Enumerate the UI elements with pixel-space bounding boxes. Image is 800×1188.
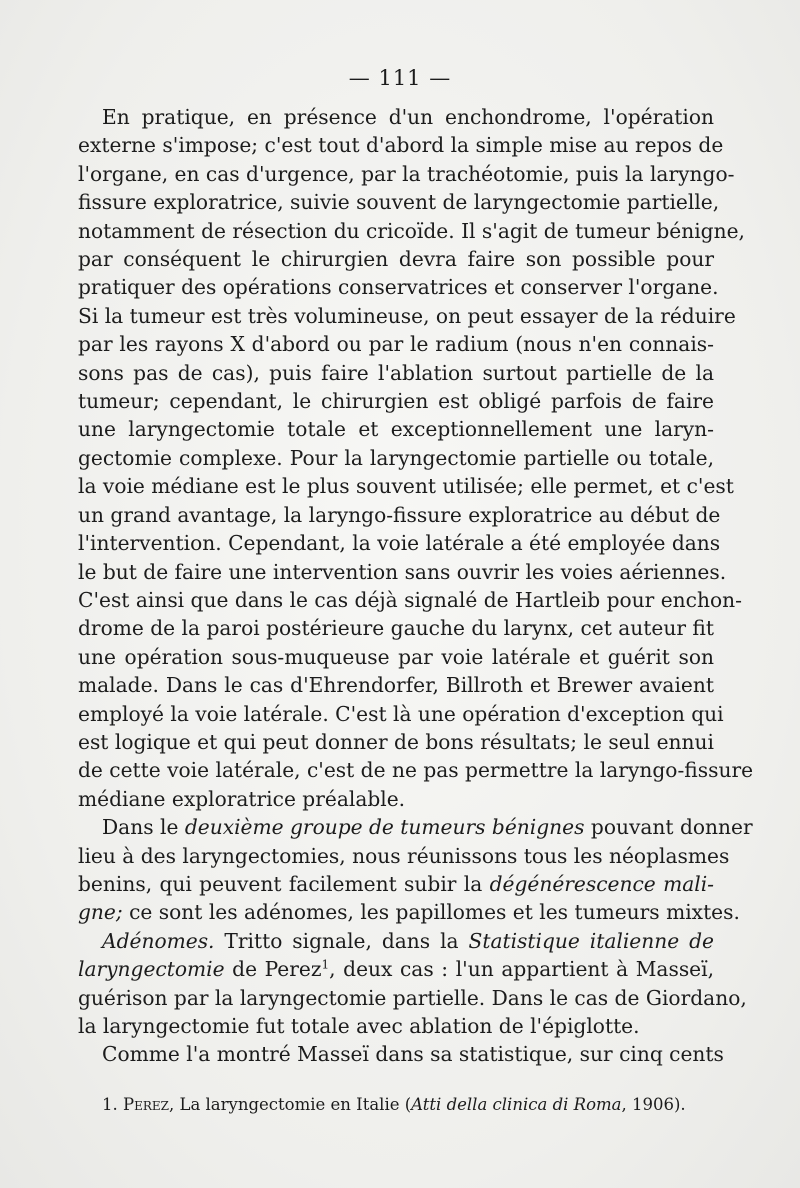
text-line: gectomie complexe. Pour la laryngectomie partielle ou totale, <box>78 445 714 470</box>
footnote-reference[interactable]: 1 <box>321 957 330 972</box>
footnote-text: , 1906). <box>621 1095 686 1114</box>
footnote-marker: 1. <box>102 1095 118 1114</box>
text-line: par les rayons X d'abord ou par le radium (nous n'en connais- <box>78 332 714 357</box>
paragraph-enchondrome <box>78 103 754 813</box>
text-line: est logique et qui peut donner de bons résultats; le seul ennui <box>78 729 714 754</box>
text-line: l'organe, en cas d'urgence, par la trachéotomie, puis la laryngo- <box>78 161 735 186</box>
text-line: un grand avantage, la laryngo-fissure exploratrice au début de <box>78 502 721 527</box>
text-line: fissure exploratrice, suivie souvent de laryngectomie partielle, <box>78 190 720 215</box>
text-line: pratiquer des opérations conservatrices et conserver l'organe. <box>78 275 719 300</box>
text-line <box>78 955 714 983</box>
text-line: une opération sous-muqueuse par voie latérale et guérit son <box>78 644 714 669</box>
text-line: notamment de résection du cricoïde. Il s'agit de tumeur bénigne, <box>78 218 745 243</box>
text-line <box>78 813 753 841</box>
italic-phrase: dégénérescence mali- <box>489 871 714 896</box>
text-line: malade. Dans le cas d'Ehrendorfer, Billroth et Brewer avaient <box>78 673 714 698</box>
text-line: lieu à des laryngectomies, nous réunissons tous les néoplasmes <box>78 843 730 868</box>
text-line: la voie médiane est le plus souvent utilisée; elle permet, et c'est <box>78 474 734 499</box>
text-line <box>78 898 740 926</box>
text-run: benins, qui peuvent facilement subir la <box>78 871 490 896</box>
text-line: le but de faire une intervention sans ouvrir les voies aériennes. <box>78 559 727 584</box>
text-line: C'est ainsi que dans le cas déjà signalé de Hartleib pour enchon- <box>78 587 742 612</box>
text-line <box>78 870 714 898</box>
text-line: l'intervention. Cependant, la voie latérale a été employée dans <box>78 531 721 556</box>
text-line: En pratique, en présence d'un enchondrome, l'opération <box>102 105 714 129</box>
italic-phrase: laryngectomie <box>78 957 225 982</box>
text-line: sons pas de cas), puis faire l'ablation surtout partielle de la <box>78 360 714 385</box>
text-line: médiane exploratrice préalable. <box>78 786 406 811</box>
paragraph-comme <box>78 1040 724 1068</box>
footnote-text: , La laryngectomie en Italie ( <box>169 1095 412 1114</box>
footnote-author: Perez <box>123 1095 169 1114</box>
text-line: une laryngectomie totale et exceptionnellement une laryn- <box>78 417 714 442</box>
text-line: drome de la paroi postérieure gauche du larynx, cet auteur fit <box>78 616 714 641</box>
italic-phrase: deuxième groupe de tumeurs bénignes <box>184 815 585 840</box>
text-line: de cette voie latérale, c'est de ne pas permettre la laryngo-fissure <box>78 758 754 783</box>
paragraph-adenomes <box>78 927 747 1041</box>
text-line: la laryngectomie fut totale avec ablation de l'épiglotte. <box>78 1014 640 1038</box>
text-line: Si la tumeur est très volumineuse, on peut essayer de la réduire <box>78 303 736 328</box>
text-run: de Perez <box>224 957 322 982</box>
text-line: employé la voie latérale. C'est là une opération d'exception qui <box>78 701 724 726</box>
footnote-journal: Atti della clinica di Roma <box>411 1095 622 1114</box>
text-run: ce sont les adénomes, les papillomes et les tumeurs mixtes. <box>122 900 740 925</box>
footnote <box>102 1094 702 1116</box>
text-run: Dans le <box>102 815 185 840</box>
text-run: pouvant donner <box>584 815 753 840</box>
text-line: tumeur; cependant, le chirurgien est obligé parfois de faire <box>78 389 714 414</box>
text-line: externe s'impose; c'est tout d'abord la simple mise au repos de <box>78 133 724 158</box>
text-line <box>78 927 714 955</box>
body-text <box>78 103 754 1069</box>
italic-phrase: Statistique italienne de <box>468 928 714 953</box>
text-run: , deux cas : l'un appartient à Masseï, <box>329 957 714 982</box>
text-line: Comme l'a montré Masseï dans sa statistique, sur cinq cents <box>102 1042 724 1067</box>
paragraph-deuxieme-groupe <box>78 813 753 927</box>
section-heading-adenomes: Adénomes. <box>102 928 215 953</box>
italic-phrase: gne; <box>78 900 123 925</box>
text-line: guérison par la laryngectomie partielle. Dans le cas de Giordano, <box>78 985 747 1010</box>
page-number: — 111 — <box>348 66 452 90</box>
text-run: Tritto signale, dans la <box>214 928 469 953</box>
text-line: par conséquent le chirurgien devra faire son possible pour <box>78 247 714 272</box>
